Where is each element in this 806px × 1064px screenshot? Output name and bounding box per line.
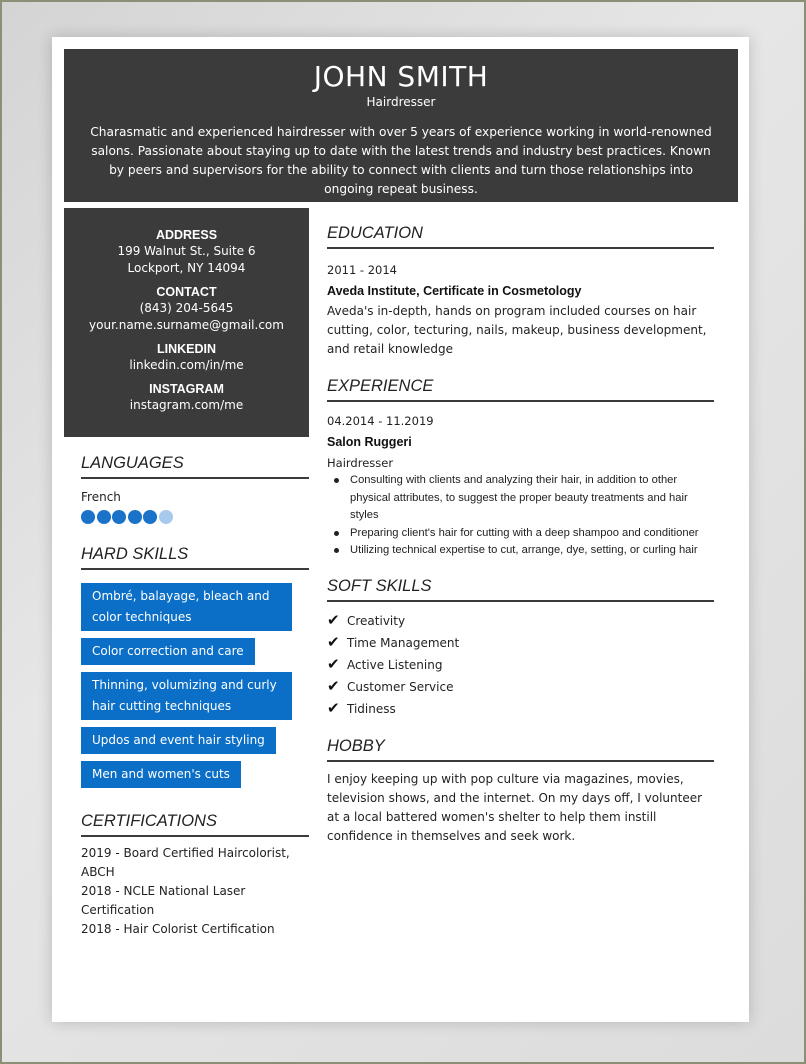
hard-skill-tag: Men and women's cuts	[81, 761, 241, 788]
candidate-title: Hairdresser	[366, 95, 436, 109]
check-icon: ✔	[327, 698, 340, 717]
hard-skill-tag: Updos and event hair styling	[81, 727, 276, 754]
check-icon: ✔	[327, 654, 340, 673]
resume-page	[52, 37, 749, 1022]
experience-bullet: Consulting with clients and analyzing their hair, in addition to other physical attributes, to suggest the proper beauty treatments and hair styles	[327, 472, 714, 525]
soft-skill-item: ✔ Creativity	[327, 610, 406, 629]
language-level-dots	[81, 510, 309, 525]
certification-item: 2019 - Board Certified Haircolorist, ABCH	[81, 846, 290, 879]
left-column	[64, 208, 309, 939]
linkedin-label: LINKEDIN	[156, 342, 217, 356]
hobby-title: HOBBY	[327, 735, 714, 762]
instagram-label: INSTAGRAM	[149, 382, 224, 396]
education-description: Aveda's in-depth, hands on program included courses on hair cutting, color, tecturing, nails, makeup, business development, and retail knowledge	[327, 304, 707, 356]
hard-skills-section	[81, 543, 309, 795]
linkedin-url: linkedin.com/in/me	[129, 358, 244, 372]
education-school: Aveda Institute, Certificate in Cosmetology	[327, 284, 582, 298]
soft-skill-item: ✔ Tidiness	[327, 698, 396, 717]
address-line-1: 199 Walnut St., Suite 6	[117, 244, 256, 258]
check-icon: ✔	[327, 632, 340, 651]
hobby-section	[327, 735, 714, 846]
hard-skill-tag: Color correction and care	[81, 638, 255, 665]
languages-title: LANGUAGES	[81, 452, 309, 479]
experience-bullet: Preparing client's hair for cutting with a deep shampoo and conditioner	[327, 525, 714, 543]
experience-role: Hairdresser	[327, 456, 394, 470]
certifications-section	[81, 810, 309, 939]
experience-company: Salon Ruggeri	[327, 435, 412, 449]
soft-skill-item: ✔ Time Management	[327, 632, 460, 651]
education-title: EDUCATION	[327, 222, 714, 249]
hard-skill-tag: Ombré, balayage, bleach and color techniques	[81, 583, 292, 631]
candidate-name: JOHN SMITH	[313, 60, 489, 93]
education-dates: 2011 - 2014	[327, 263, 397, 277]
hard-skill-tag: Thinning, volumizing and curly hair cutting techniques	[81, 672, 292, 720]
phone-number: (843) 204-5645	[139, 301, 234, 315]
address-line-2: Lockport, NY 14094	[127, 261, 246, 275]
email-address: your.name.surname@gmail.com	[89, 318, 284, 332]
instagram-url: instagram.com/me	[129, 398, 244, 412]
profile-summary: Charasmatic and experienced hairdresser with over 5 years of experience working in world-renowned salons. Passionate about staying up to date with the latest trends and industry best practices. Known by peers and supervisors for the ability to connect with clients and turn those relationships into ongoing repeat business.	[90, 125, 712, 196]
level-dot-filled	[112, 510, 126, 524]
right-column	[327, 222, 714, 846]
soft-skill-item: ✔ Active Listening	[327, 654, 443, 673]
experience-section	[327, 375, 714, 560]
level-dot-filled	[143, 510, 157, 524]
resume-header	[64, 49, 738, 202]
check-icon: ✔	[327, 676, 340, 695]
contact-box	[64, 208, 309, 437]
experience-bullet: Utilizing technical expertise to cut, arrange, dye, setting, or curling hair	[327, 542, 714, 560]
contact-label: CONTACT	[156, 285, 217, 299]
certification-item: 2018 - Hair Colorist Certification	[81, 922, 275, 936]
check-icon: ✔	[327, 610, 340, 629]
languages-section	[81, 452, 309, 525]
education-section	[327, 222, 714, 359]
hard-skills-list	[81, 583, 309, 795]
level-dot-empty	[159, 510, 173, 524]
certification-item: 2018 - NCLE National Laser Certification	[81, 884, 246, 917]
level-dot-filled	[128, 510, 142, 524]
address-label: ADDRESS	[155, 228, 218, 242]
soft-skills-section	[327, 575, 714, 720]
certifications-title: CERTIFICATIONS	[81, 810, 309, 837]
language-name: French	[81, 490, 121, 504]
experience-dates: 04.2014 - 11.2019	[327, 414, 434, 428]
experience-title: EXPERIENCE	[327, 375, 714, 402]
soft-skill-item: ✔ Customer Service	[327, 676, 454, 695]
soft-skills-title: SOFT SKILLS	[327, 575, 714, 602]
level-dot-filled	[97, 510, 111, 524]
hard-skills-title: HARD SKILLS	[81, 543, 309, 570]
experience-bullets	[327, 472, 714, 560]
level-dot-filled	[81, 510, 95, 524]
hobby-text: I enjoy keeping up with pop culture via magazines, movies, television shows, and the internet. On my days off, I volunteer at a local battered women's shelter to help them instill confidence in themselves and seek work.	[327, 771, 703, 843]
